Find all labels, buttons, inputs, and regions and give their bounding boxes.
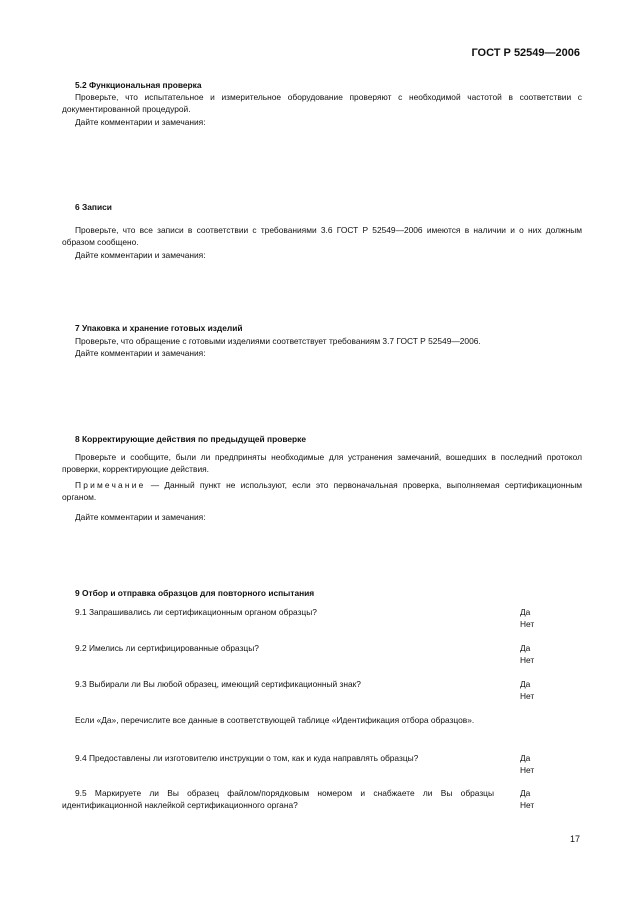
section-7-text: Проверьте, что обращение с готовыми изделиями соответствует требованиям 3.7 ГОСТ Р 52549—2006. (75, 336, 481, 346)
section-9-title: 9 Отбор и отправка образцов для повторного испытания (75, 588, 315, 598)
answer-no-9-1[interactable]: Нет (520, 619, 535, 629)
section-8-title: 8 Корректирующие действия по предыдущей проверке (75, 434, 306, 444)
section-7-title: 7 Упаковка и хранение готовых изделий (75, 323, 243, 333)
answer-yes-9-4[interactable]: Да (520, 753, 531, 763)
answer-no-9-2[interactable]: Нет (520, 655, 535, 665)
question-9-1: 9.1 Запрашивались ли сертификационным органом образцы? (75, 607, 317, 617)
section-5-2-text: Проверьте, что испытательное и измерительное оборудование проверяют с необходимой частотой в соответствии с документированной процедурой. (62, 92, 582, 114)
section-6-comment-prompt: Дайте комментарии и замечания: (75, 250, 206, 260)
answer-yes-9-1[interactable]: Да (520, 607, 531, 617)
question-9-5: 9.5 Маркируете ли Вы образец файлом/порядковым номером и снабжаете ли Вы образцы идентификационной наклейкой сертификационного органа? (62, 788, 494, 810)
answer-no-9-3[interactable]: Нет (520, 691, 535, 701)
answer-yes-9-3[interactable]: Да (520, 679, 531, 689)
question-9-2: 9.2 Имелись ли сертифицированные образцы? (75, 643, 259, 653)
section-6-title: 6 Записи (75, 202, 112, 212)
question-9-3: 9.3 Выбирали ли Вы любой образец, имеющий сертификационный знак? (75, 679, 361, 689)
section-8-text: Проверьте и сообщите, были ли предприняты необходимые для устранения замечаний, вошедших в последний протокол проверки, корректирующие действия. (62, 452, 582, 474)
section-5-2-comment-prompt: Дайте комментарии и замечания: (75, 117, 206, 127)
answer-no-9-4[interactable]: Нет (520, 765, 535, 775)
if-yes-instruction: Если «Да», перечислите все данные в соответствующей таблице «Идентификация отбора образцов». (75, 715, 475, 725)
section-7-comment-prompt: Дайте комментарии и замечания: (75, 348, 206, 358)
document-header: ГОСТ Р 52549—2006 (471, 47, 580, 59)
note-label: Примечание (75, 480, 146, 490)
answer-yes-9-5[interactable]: Да (520, 788, 531, 798)
section-6-text: Проверьте, что все записи в соответствии с требованиями 3.6 ГОСТ Р 52549—2006 имеются в наличии и о них должным образом сообщено. (62, 225, 582, 247)
question-9-4: 9.4 Предоставлены ли изготовителю инструкции о том, как и куда направлять образцы? (75, 753, 419, 763)
answer-no-9-5[interactable]: Нет (520, 800, 535, 810)
section-8-comment-prompt: Дайте комментарии и замечания: (75, 512, 206, 522)
section-8-note: Примечание — Данный пункт не используют, если это первоначальная проверка, выполняемая сертификационным органом. (62, 480, 582, 502)
answer-yes-9-2[interactable]: Да (520, 643, 531, 653)
page-number: 17 (569, 834, 580, 844)
section-5-2-title: 5.2 Функциональная проверка (75, 80, 202, 90)
